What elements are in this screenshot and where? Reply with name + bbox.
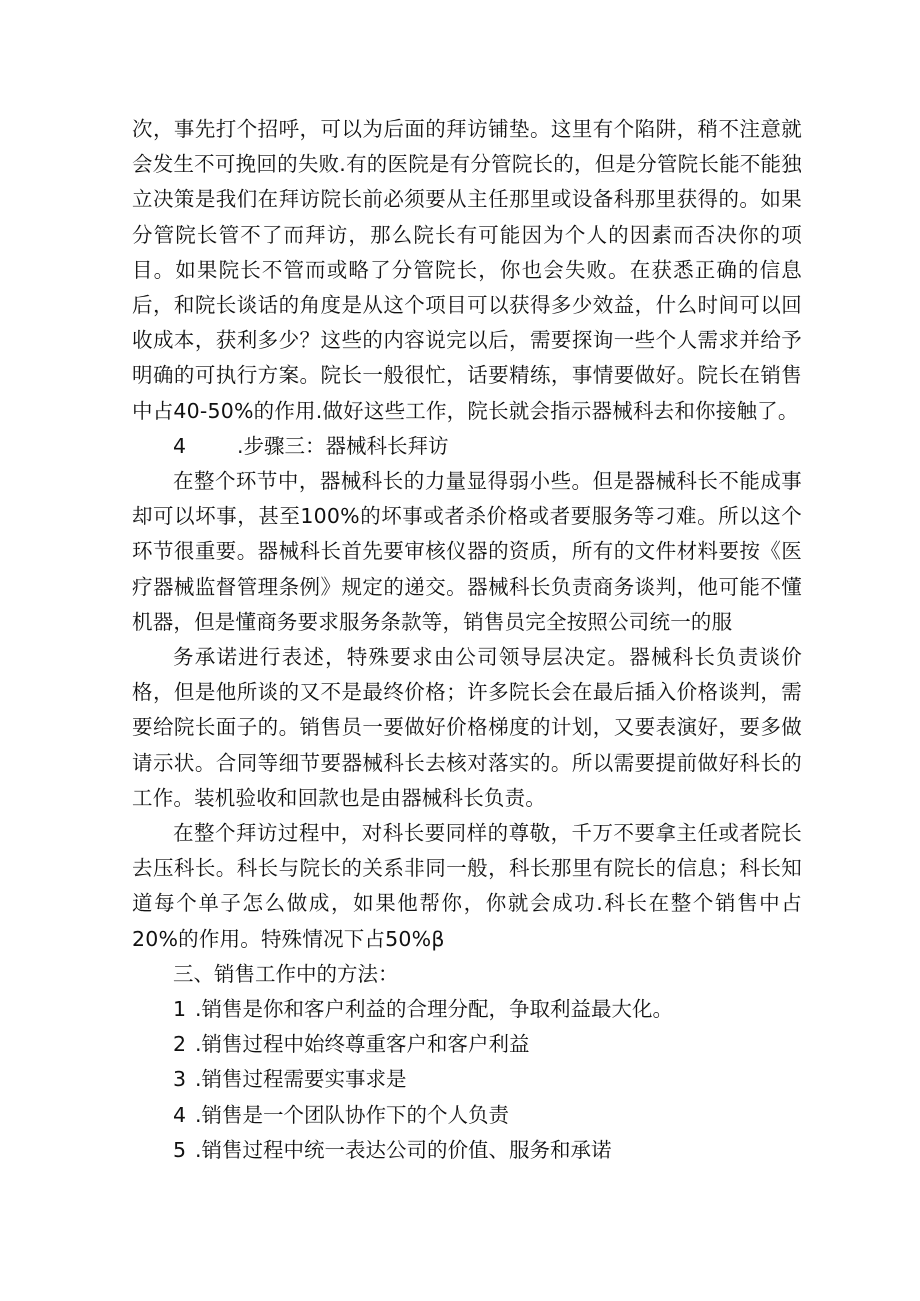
section-heading: 三、销售工作中的方法： <box>173 961 399 986</box>
list-item-text: .销售是你和客户利益的合理分配，争取利益最大化。 <box>195 997 674 1022</box>
list-item-number: 2 <box>173 1032 187 1057</box>
step-number: 4 <box>173 433 187 458</box>
methods-list <box>132 992 802 1168</box>
paragraph-equipment-chief-role: 在整个环节中，器械科长的力量显得弱小些。但是器械科长不能成事却可以坏事，甚至100%的坏事或者杀价格或者要服务等刁难。所以这个环节很重要。器械科长首先要审核仪器的资质，所有的文件材料要按《医疗器械监督管理条例》规定的递交。器械科长负责商务谈判，他可能不懂机器，但是懂商务要求服务条款等，销售员完全按照公司统一的服 <box>132 469 802 634</box>
list-item-text: .销售过程中统一表达公司的价值、服务和承诺 <box>195 1137 612 1162</box>
list-item-number: 5 <box>173 1137 187 1162</box>
list-item-number: 1 <box>173 997 187 1022</box>
step-title: .步骤三：器械科长拜访 <box>237 433 449 458</box>
paragraph-director-visit: 次，事先打个招呼，可以为后面的拜访铺垫。这里有个陷阱，稍不注意就会发生不可挽回的失败.有的医院是有分管院长的，但是分管院长能不能独立决策是我们在拜访院长前必须要从主任那里或设备科那里获得的。如果分管院长管不了而拜访，那么院长有可能因为个人的因素而否决你的项目。如果院长不管而或略了分管院长，你也会失败。在获悉正确的信息后，和院长谈话的角度是从这个项目可以获得多少效益，什么时间可以回收成本，获利多少？这些的内容说完以后，需要探询一些个人需求并给予明确的可执行方案。院长一般很忙，话要精练，事情要做好。院长在销售中占40-50%的作用.做好这些工作，院长就会指示器械科去和你接触了。 <box>132 117 802 423</box>
list-item-number: 4 <box>173 1102 187 1127</box>
list-item <box>132 1027 802 1062</box>
step-heading <box>132 429 802 464</box>
list-item-text: .销售过程中始终尊重客户和客户利益 <box>195 1032 530 1057</box>
list-item <box>132 1098 802 1133</box>
list-item <box>132 992 802 1027</box>
list-item <box>132 1062 802 1097</box>
document-body <box>132 112 802 1168</box>
list-item <box>132 1133 802 1168</box>
list-item-number: 3 <box>173 1067 187 1092</box>
paragraph-respect-chief: 在整个拜访过程中，对科长要同样的尊敬，千万不要拿主任或者院长去压科长。科长与院长的关系非同一般，科长那里有院长的信息；科长知道每个单子怎么做成，如果他帮你，你就会成功.科长在整个销售中占20%的作用。特殊情况下占50%β <box>132 821 802 951</box>
paragraph-price-negotiation: 务承诺进行表述，特殊要求由公司领导层决定。器械科长负责谈价格，但是他所谈的又不是最终价格；许多院长会在最后插入价格谈判，需要给院长面子的。销售员一要做好价格梯度的计划，又要表演好，要多做请示状。合同等细节要器械科长去核对落实的。所以需要提前做好科长的工作。装机验收和回款也是由器械科长负责。 <box>132 645 802 810</box>
list-item-text: .销售过程需要实事求是 <box>195 1067 407 1092</box>
list-item-text: .销售是一个团队协作下的个人负责 <box>195 1102 510 1127</box>
